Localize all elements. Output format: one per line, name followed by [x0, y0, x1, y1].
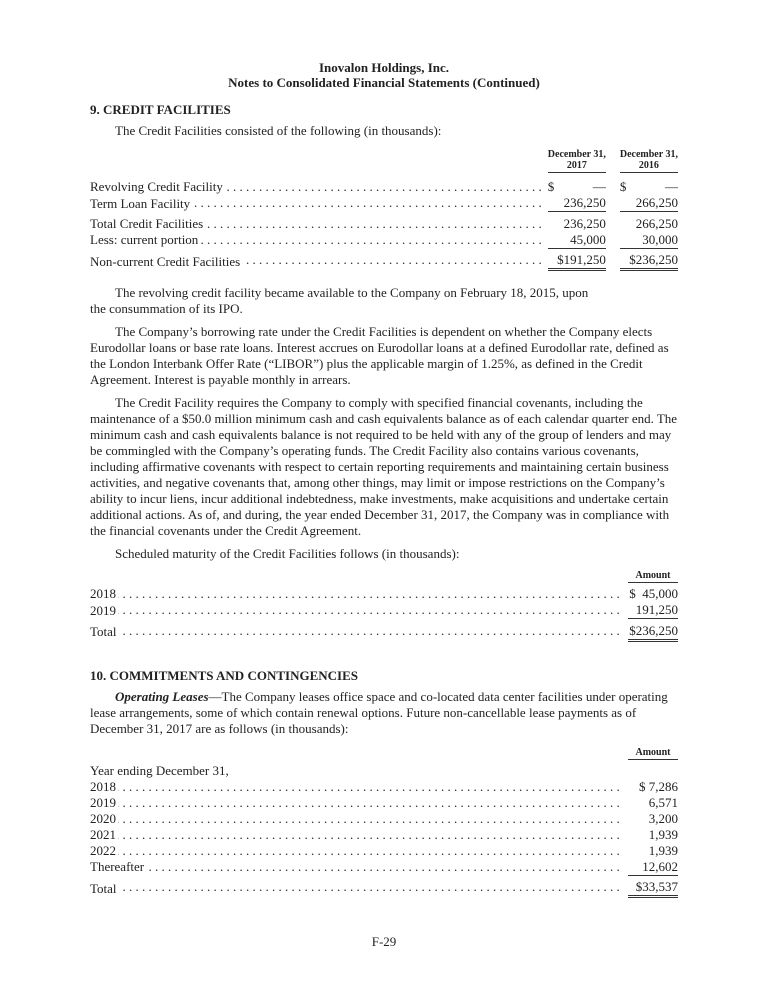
- table-header-row: [90, 747, 678, 760]
- lease-payments-table: [90, 747, 678, 899]
- page-number: F-29: [371, 934, 397, 949]
- section-10-title: 10. COMMITMENTS AND CONTINGENCIES: [90, 667, 358, 683]
- table-caption-row: Year ending December 31,: [90, 762, 229, 778]
- table-row: 2021 . . . 1,939: [90, 827, 678, 843]
- table-row: 2020 . . . 3,200: [90, 811, 678, 827]
- table-row: Non-current Credit Facilities . . . $191,250 $236,250: [90, 252, 678, 270]
- column-header-2016: December 31, 2016: [619, 149, 678, 171]
- table-row: Thereafter . . . 12,602: [90, 859, 678, 876]
- paragraph-revolving-facility: The revolving credit facility became available to the Company on February 18, 2015, upon the consummation of its IPO.: [90, 285, 589, 316]
- table-row: 2019 . . . 191,250: [90, 602, 678, 619]
- section-9-title: 9. CREDIT FACILITIES: [90, 102, 231, 117]
- document-subtitle: Notes to Consolidated Financial Statements (Continued): [228, 75, 540, 90]
- credit-facilities-table: [90, 149, 678, 271]
- table-row: Total . . . $33,537: [90, 879, 678, 897]
- table-row: Total Credit Facilities . . . 236,250 266,250: [90, 216, 678, 232]
- operating-leases-heading: Operating Leases: [115, 688, 209, 704]
- table-row: 2018 . . . $ 45,000: [90, 586, 678, 602]
- company-name: Inovalon Holdings, Inc.: [318, 60, 450, 75]
- paragraph-maturity-intro: Scheduled maturity of the Credit Facilities follows (in thousands):: [115, 546, 460, 561]
- table-row: 2022 . . . 1,939: [90, 843, 678, 859]
- table-row: 2018 . . . $ 7,286: [90, 779, 678, 795]
- table-header-row: [90, 570, 678, 583]
- paragraph-borrowing-rate: The Company’s borrowing rate under the Credit Facilities is dependent on whether the Company elects Eurodollar loans or base rate loans. Interest accrues on Eurodollar loans at a defined Eurodollar rate, defined as the London Interbank Offer Rate (“LIBOR”) plus the applicable margin of 1.25%, as defined in the Credit Agreement. Interest is payable monthly in arrears.: [90, 324, 669, 387]
- table-row: Term Loan Facility . . . 236,250 266,250: [90, 195, 678, 212]
- section-9-intro: The Credit Facilities consisted of the following (in thousands):: [115, 123, 442, 138]
- column-header-2017: December 31, 2017: [547, 149, 606, 171]
- table-row: Less: current portion . . . 45,000 30,000: [90, 232, 678, 249]
- table-header-row: [90, 149, 678, 173]
- column-header-amount: Amount: [628, 747, 678, 760]
- paragraph-operating-leases: Operating Leases—The Company leases office space and co-located data center facilities under operating lease arrangements, some of which contain renewal options. Future non-cancellable lease payments as of December 31, 2017 are as follows (in thousands):: [90, 688, 668, 736]
- table-row: Revolving Credit Facility . . . $ — $ —: [90, 179, 678, 195]
- paragraph-covenants: The Credit Facility requires the Company to comply with specified financial covenants, including the maintenance of a $50.0 million minimum cash and cash equivalents balance as of each calendar quarter end. The minimum cash and cash equivalents balance is not required to be held with any of the group of lenders and may be commingled with the Company’s operating funds. The Credit Facility also contains various covenants, including affirmative covenants with respect to certain reporting requirements and maintaining certain business activities, and negative covenants that, among other things, may limit or impose restrictions on the Company’s ability to incur liens, incur additional indebtedness, make investments, make acquisitions and undertake certain additional actions. As of, and during, the year ended December 31, 2017, the Company was in compliance with the financial covenants under the Credit Agreement.: [90, 395, 678, 538]
- table-row: 2019 . . . 6,571: [90, 795, 678, 811]
- maturity-table: [90, 570, 678, 642]
- table-row: Total . . . $236,250: [90, 623, 678, 641]
- column-header-amount: Amount: [628, 570, 678, 583]
- document-page: [90, 60, 678, 898]
